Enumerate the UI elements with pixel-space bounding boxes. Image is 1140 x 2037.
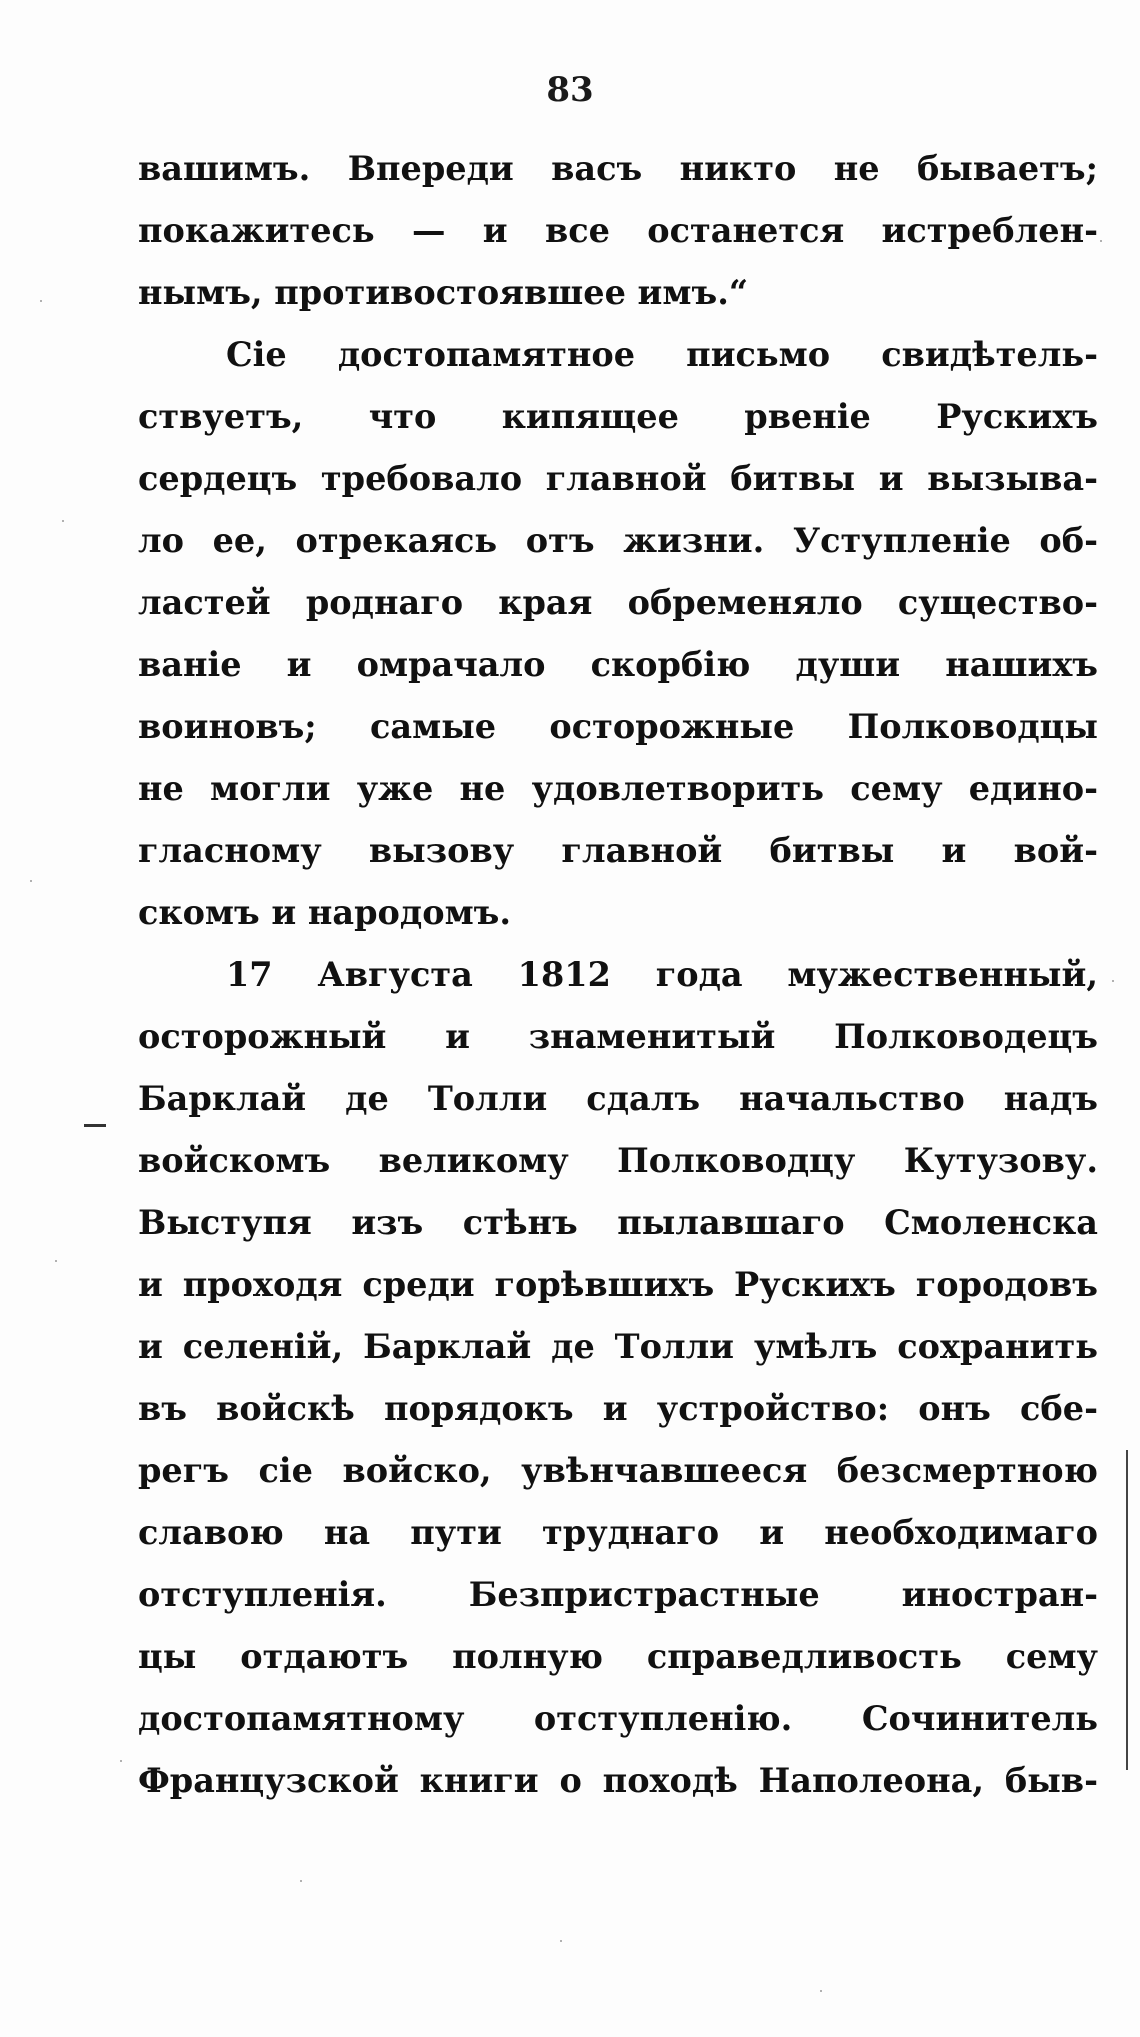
scan-speck: [820, 1990, 822, 1992]
text-line: вашимъ. Впереди васъ никто не бываетъ;: [138, 149, 1098, 188]
text-line: славою на пути труднаго и необходимаго: [138, 1513, 1098, 1552]
text-line: и проходя среди горѣвшихъ Рускихъ городовъ: [138, 1265, 1098, 1304]
text-line: ло ее, отрекаясь отъ жизни. Уступленіе об-: [138, 521, 1098, 560]
text-line: въ войскѣ порядокъ и устройство: онъ сбе-: [138, 1389, 1098, 1428]
text-line: достопамятному отступленію. Сочинитель: [138, 1699, 1098, 1738]
text-line: Выступя изъ стѣнъ пылавшаго Смоленска: [138, 1203, 1098, 1242]
text-line: цы отдаютъ полную справедливость сему: [138, 1637, 1098, 1676]
text-line: регъ сіе войско, увѣнчавшееся безсмертною: [138, 1451, 1098, 1490]
text-line: гласному вызову главной битвы и вой-: [138, 831, 1098, 870]
text-line: ваніе и омрачало скорбію души нашихъ: [138, 645, 1098, 684]
text-line: нымъ, противостоявшее имъ.“: [138, 273, 749, 312]
text-line: войскомъ великому Полководцу Кутузову.: [138, 1141, 1098, 1180]
text-line: не могли уже не удовлетворить сему едино-: [138, 769, 1098, 808]
scan-speck: [1112, 980, 1114, 982]
text-line: воиновъ; самые осторожные Полководцы: [138, 707, 1098, 746]
scan-speck: [30, 880, 32, 882]
text-line: ствуетъ, что кипящее рвеніе Рускихъ: [138, 397, 1098, 436]
scan-speck: [55, 1260, 57, 1262]
scan-speck: [40, 300, 42, 302]
margin-rule: [1126, 1450, 1128, 1770]
text-line: 17 Августа 1812 года мужественный,: [226, 955, 1098, 994]
text-line: отступленія. Безпристрастные иностран-: [138, 1575, 1098, 1614]
text-line: Барклай де Толли сдалъ начальство надъ: [138, 1079, 1098, 1118]
body-text: [138, 138, 1098, 1812]
scan-speck: [120, 1760, 122, 1762]
scan-speck: [300, 1880, 302, 1882]
scan-speck: [62, 520, 64, 522]
scan-speck: [1100, 240, 1102, 242]
text-line: и селеній, Барклай де Толли умѣлъ сохранить: [138, 1327, 1098, 1366]
text-line: Сіе достопамятное письмо свидѣтель-: [226, 335, 1098, 374]
scan-speck: [560, 1940, 562, 1942]
text-line: скомъ и народомъ.: [138, 893, 512, 932]
text-line: ластей роднаго края обременяло существо-: [138, 583, 1098, 622]
text-line: осторожный и знаменитый Полководецъ: [138, 1017, 1098, 1056]
text-line: покажитесь — и все останется истреблен-: [138, 211, 1098, 250]
text-line: сердецъ требовало главной битвы и вызыва-: [138, 459, 1098, 498]
margin-dash-mark: [84, 1124, 106, 1127]
page-number: 83: [546, 70, 594, 110]
text-line: Французской книги о походѣ Наполеона, быв-: [138, 1761, 1098, 1800]
